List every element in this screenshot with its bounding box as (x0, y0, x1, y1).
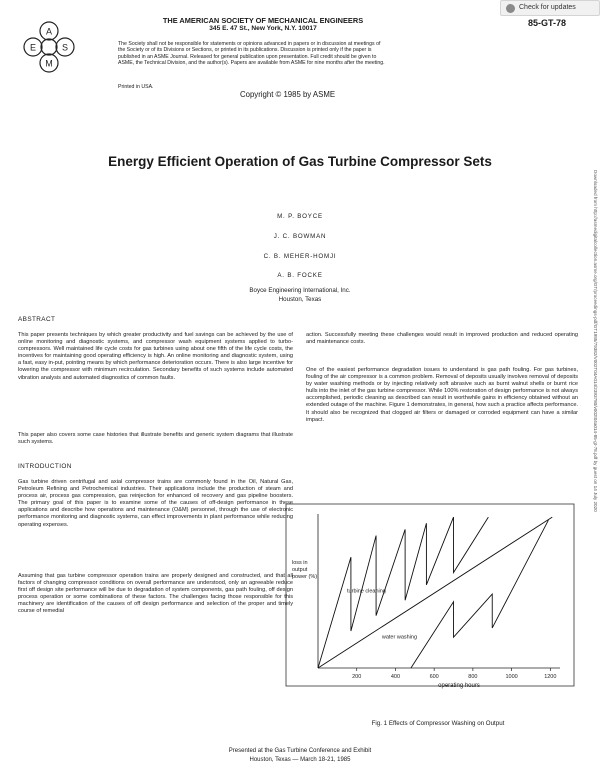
logo-letter-s: S (61, 42, 69, 53)
y-axis-label-line1: loss in (292, 560, 308, 566)
society-address: 345 E. 47 St., New York, N.Y. 10017 (209, 25, 317, 32)
update-icon (506, 4, 515, 13)
check-for-updates-badge[interactable] (500, 0, 600, 16)
y-axis-label-line2: output (292, 567, 308, 573)
society-name: THE AMERICAN SOCIETY OF MECHANICAL ENGINEERS (162, 16, 364, 25)
author-1: M. P. BOYCE (277, 213, 323, 220)
abstract-paragraph-1: This paper presents techniques by which greater productivity and fuel savings can be achieved by the use of online monitoring and diagnostic systems, and compressor wash equipment systems applied to turbo-compressors. Well maintained life cycle costs for gas turbines using about one fifth of the life cycle costs, the incentives for maintaining good operating efficiency is high. An online monitoring and diagnostic system, using a fast, easy in-put, pointing means by which performance deterioration occurs. There is also large incentive for lowering the compressor with minimum recirculation. Secondary benefits of such systems include automated vibration analysis and automated diagnostics of common faults. (18, 332, 293, 381)
copyright: Copyright © 1985 by ASME (240, 90, 336, 99)
series-line-water-washing (318, 517, 488, 668)
logo-letter-m: M (45, 58, 53, 69)
introduction-paragraph-2: Assuming that gas turbine compressor operation trains are properly designed and constructed, and that all factors of changing compressor conditions on overall performance are understood, only an agreeable reduce first off design site performance will be due to degradation of system components, gas path fouling, off design process operation or some combinations of these factors. The challenges facing those responsible for this machinery are identification of the causes of off design performance and selection of the proper and timely course of remedial (18, 573, 293, 615)
footer-location: Houston, Texas — March 18-21, 1985 (249, 757, 351, 763)
affiliation-org: Boyce Engineering International, Inc. (249, 287, 351, 294)
printed-in-usa: Printed in USA. (118, 84, 154, 90)
asme-logo (20, 18, 78, 76)
footer-presented: Presented at the Gas Turbine Conference and Exhibit (228, 748, 372, 754)
author-2: J. C. BOWMAN (273, 233, 327, 240)
x-tick-label: 1200 (544, 674, 557, 680)
paper-number: 85-GT-78 (528, 18, 567, 28)
x-axis-label: operating hours (438, 683, 480, 689)
series-line-turbine-cleaning (411, 520, 548, 668)
figure-caption: Fig. 1 Effects of Compressor Washing on Output (371, 720, 505, 727)
paper-title: Energy Efficient Operation of Gas Turbine Compressor Sets (108, 154, 492, 169)
logo-letter-a: A (45, 26, 53, 37)
y-axis-label-line3: power (%) (292, 574, 318, 580)
abstract-heading: ABSTRACT (18, 316, 56, 323)
logo-letter-e: E (29, 42, 37, 53)
download-side-note (588, 170, 600, 600)
x-tick-label: 1000 (505, 674, 518, 680)
introduction-heading: INTRODUCTION (18, 463, 72, 470)
affiliation-city: Houston, Texas (278, 296, 322, 303)
right-paragraph-2: One of the easiest performance degradation issues to understand is gas path fouling. For gas turbines, fouling of the air compressor is a common problem. Removal of deposits usually involves removal of deposits by water washing methods or by injecting relatively soft abrasive such as burnt walnut shells or burnt rice hulls into the inlet of the gas turbine compressor. While 100% restoration of design performance is not always accomplished, periodic cleaning as described can result in worthwhile gains in efficiency obtained without an extended outage of the machine. Figure 1 demonstrates, in general, how such a practice affects performance. It should also be recognized that clogged air filters or damaged or corroded equipment can have a similar impact. (306, 367, 578, 423)
x-tick-label: 400 (390, 674, 401, 680)
x-tick-label: 600 (429, 674, 439, 680)
disclaimer-text: The Society shall not be responsible for statements or opinions advanced in papers or in discussion at meetings of the Society or of its Divisions or Sections, or printed in its publications. Discussion is printed only if the paper is published in an ASME Journal. Released for general publication upon presentation. Full credit should be given to ASME, the Technical Division, and the author(s). Papers are available from ASME for nine months after the meeting. (118, 41, 385, 67)
abstract-paragraph-2: This paper also covers some case histories that illustrate benefits and generic system diagrams that illustrate such systems. (18, 432, 293, 446)
annotation-turbine-cleaning: turbine cleaning (347, 588, 386, 595)
check-for-updates-label: Check for updates (519, 4, 576, 11)
right-paragraph-1: action. Successfully meeting these challenges would result in improved production and reduced operating and maintenance costs. (306, 332, 578, 346)
x-tick-label: 800 (468, 674, 478, 680)
author-4: A. B. FOCKE (277, 272, 323, 279)
annotation-water-washing: water washing (381, 634, 418, 641)
author-3: C. B. MEHER-HOMJI (263, 253, 337, 260)
download-side-note-text: Downloaded from http://asmedigitalcollection.asme.org/GT/proceedings-pdf/GT1985/79382/V002T04A014/2393780/v002t04a014-85-gt-78.pdf by guest on 14 July 2020 (593, 170, 598, 512)
x-tick-label: 200 (352, 674, 362, 680)
introduction-paragraph-1: Gas turbine driven centrifugal and axial compressor trains are commonly found in the Oil, Natural Gas, Petroleum Refining and Petrochemical industries. Their applications include the production of steam and process air, process gas compression, gas reinjection for enhanced oil recovery and gas pipeline boosters. The primary goal of this paper is to examine some of the causes of off-design performance in these applications and describe how operations and maintenance (O&M) personnel, through the use of electronic performance monitoring and diagnostic systems, can effect improvements in plant performance while reducing operating expenses. (18, 479, 293, 528)
figure-1-chart (280, 500, 580, 720)
